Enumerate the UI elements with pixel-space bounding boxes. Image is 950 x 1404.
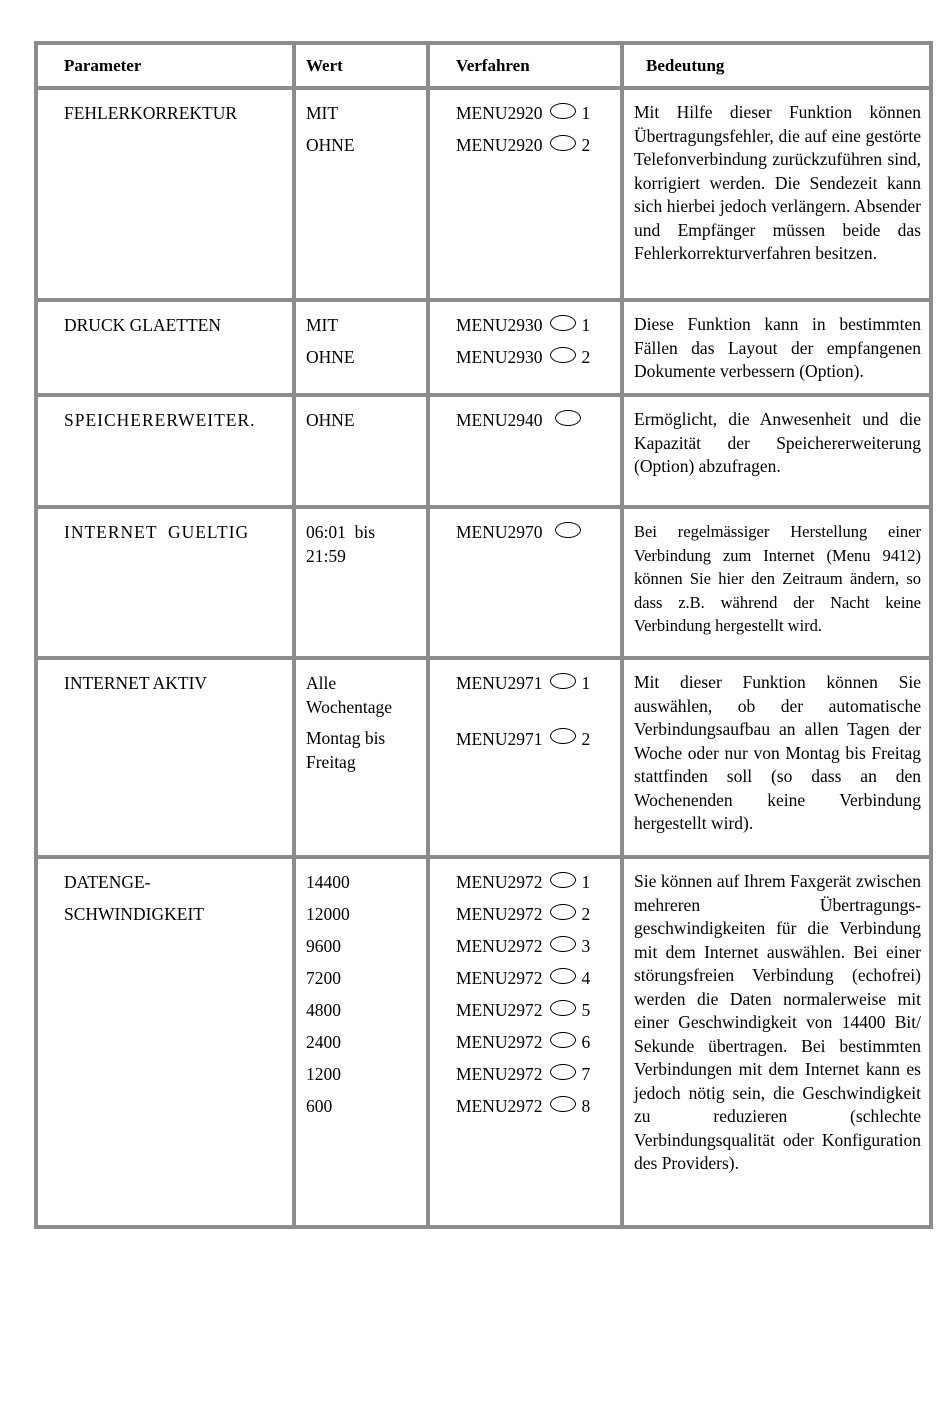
parameter-name: FEHLERKORREKTUR: [64, 103, 238, 123]
procedure-line: [456, 871, 614, 895]
value-item: 12000: [306, 904, 350, 924]
menu-code: MENU2971: [456, 728, 543, 749]
value-cell: [294, 857, 428, 1227]
menu-option: 2: [581, 904, 591, 924]
oval-key-icon: [550, 872, 576, 888]
procedure-line: [456, 967, 614, 991]
value-cell: [294, 88, 428, 300]
procedure-line: [456, 728, 614, 752]
value-item: Alle Wochentage: [306, 673, 393, 717]
procedure-cell: [428, 88, 622, 300]
procedure-cell: [428, 395, 622, 507]
menu-code: MENU2930: [456, 347, 543, 367]
menu-code: MENU2972: [456, 1032, 543, 1052]
header-bedeutung: Bedeutung: [622, 43, 931, 88]
procedure-line: [456, 102, 614, 126]
menu-code: MENU2972: [456, 1064, 543, 1084]
menu-code: MENU2971: [456, 673, 543, 693]
value-item: 06:01 bis 21:59: [306, 522, 380, 566]
value-item: Montag bis Freitag: [306, 728, 386, 772]
meaning-cell: Diese Funktion kann in bestimmten Fällen das Layout der empfangenen Dokumente verbessern (Option).: [622, 300, 931, 395]
parameter-name: SPEICHERERWEITER.: [64, 410, 256, 430]
meaning-cell: Ermöglicht, die Anwesenheit und die Kapazität der Speichererweiterung (Option) abzufragen.: [622, 395, 931, 507]
procedure-cell: [428, 300, 622, 395]
procedure-line: [456, 1031, 614, 1055]
oval-key-icon: [550, 1096, 576, 1112]
procedure-line: [456, 409, 614, 433]
value-item: OHNE: [306, 347, 355, 367]
meaning-cell: Mit dieser Funktion können Sie auswählen, ob der automatische Verbindungsaufbau an allen Tagen der Woche oder nur von Montag bis Freitag stattfinden soll (so dass an den Wochenenden keine Verbindung hergestellt wird).: [622, 658, 931, 857]
menu-code: MENU2972: [456, 1000, 543, 1020]
menu-option: 4: [581, 968, 591, 988]
menu-code: MENU2972: [456, 904, 543, 924]
menu-option: 2: [581, 135, 591, 155]
value-cell: [294, 507, 428, 658]
value-item: 14400: [306, 872, 350, 892]
menu-option: 1: [581, 103, 591, 123]
parameter-name: INTERNET AKTIV: [64, 673, 208, 693]
oval-key-icon: [550, 904, 576, 920]
parameter-name: INTERNET GUELTIG: [64, 522, 250, 542]
procedure-line: [456, 346, 614, 370]
menu-option: 1: [581, 673, 591, 693]
meaning-cell: Sie können auf Ihrem Faxgerät zwischen mehreren Übertragungs-geschwindigkeiten für die Verbindung mit dem Internet auswählen. Bei einer störungsfreien Verbindung (echofrei) werden die Daten normalerweise mit einer Geschwindigkeit von 14400 Bit/ Sekunde übertragen. Bei bestimmten Verbindungen mit dem Internet kann es jedoch nötig sein, die Geschwindigkeit zu reduzieren (schlechte Verbindungsqualität oder Konfiguration des Providers).: [622, 857, 931, 1227]
menu-code: MENU2972: [456, 1096, 543, 1116]
parameter-name: SCHWINDIGKEIT: [64, 904, 204, 924]
value-item: 2400: [306, 1032, 341, 1052]
value-item: OHNE: [306, 135, 355, 155]
oval-key-icon: [550, 347, 576, 363]
menu-option: 7: [581, 1064, 591, 1084]
parameter-cell: [36, 658, 294, 857]
oval-key-icon: [550, 315, 576, 331]
menu-code: MENU2972: [456, 872, 543, 892]
menu-code: MENU2930: [456, 315, 543, 335]
parameter-cell: [36, 88, 294, 300]
value-item: 600: [306, 1096, 333, 1116]
parameter-name: DATENGE-: [64, 872, 151, 892]
value-item: MIT: [306, 103, 339, 123]
table-row: [36, 857, 931, 1227]
procedure-line: [456, 672, 614, 696]
header-row: [36, 43, 931, 88]
meaning-cell: Mit Hilfe dieser Funktion können Übertragungsfehler, die auf eine gestörte Telefonverbindung zurückzuführen sind, korrigiert werden. Die Sendezeit kann sich hierbei jedoch verlängern. Absender und Empfänger müssen beide das Fehlerkorrekturverfahren besitzen.: [622, 88, 931, 300]
oval-key-icon: [550, 1000, 576, 1016]
table-row: [36, 658, 931, 857]
meaning-cell: Bei regelmässiger Herstellung einer Verbindung zum Internet (Menu 9412) können Sie hier den Zeitraum ändern, so dass z.B. während der Nacht keine Verbindung hergestellt wird.: [622, 507, 931, 658]
parameter-cell: [36, 857, 294, 1227]
procedure-line: [456, 1063, 614, 1087]
procedure-line: [456, 134, 614, 158]
table-row: [36, 507, 931, 658]
value-item: MIT: [306, 315, 339, 335]
menu-code: MENU2972: [456, 936, 543, 956]
parameter-name: DRUCK GLAETTEN: [64, 315, 221, 335]
table-row: [36, 300, 931, 395]
menu-option: 3: [581, 936, 591, 956]
header-wert: Wert: [294, 43, 428, 88]
menu-code: MENU2920: [456, 135, 543, 155]
menu-code: MENU2920: [456, 103, 543, 123]
parameter-cell: [36, 395, 294, 507]
procedure-line: [456, 903, 614, 927]
procedure-line: [456, 935, 614, 959]
oval-key-icon: [550, 936, 576, 952]
oval-key-icon: [550, 1064, 576, 1080]
oval-key-icon: [555, 410, 581, 426]
value-cell: [294, 300, 428, 395]
value-cell: [294, 395, 428, 507]
procedure-cell: [428, 857, 622, 1227]
menu-code: MENU2972: [456, 968, 543, 988]
oval-key-icon: [550, 103, 576, 119]
value-cell: [294, 658, 428, 857]
oval-key-icon: [550, 728, 576, 744]
oval-key-icon: [550, 968, 576, 984]
oval-key-icon: [550, 673, 576, 689]
menu-option: 5: [581, 1000, 591, 1020]
procedure-line: [456, 521, 614, 545]
parameter-table: [34, 41, 933, 1229]
table-row: [36, 88, 931, 300]
parameter-cell: [36, 300, 294, 395]
menu-code: MENU2970: [456, 522, 543, 542]
value-item: 7200: [306, 968, 341, 988]
value-item: 9600: [306, 936, 341, 956]
menu-code: MENU2940: [456, 410, 543, 430]
procedure-line: [456, 999, 614, 1023]
oval-key-icon: [555, 522, 581, 538]
menu-option: 6: [581, 1032, 591, 1052]
table-row: [36, 395, 931, 507]
value-item: OHNE: [306, 410, 355, 430]
parameter-cell: [36, 507, 294, 658]
procedure-line: [456, 1095, 614, 1119]
header-parameter: Parameter: [36, 43, 294, 88]
menu-option: 2: [581, 347, 591, 367]
procedure-line: [456, 314, 614, 338]
oval-key-icon: [550, 1032, 576, 1048]
menu-option: 1: [581, 872, 591, 892]
procedure-cell: [428, 507, 622, 658]
value-item: 4800: [306, 1000, 341, 1020]
oval-key-icon: [550, 135, 576, 151]
menu-option: 1: [581, 315, 591, 335]
value-item: 1200: [306, 1064, 341, 1084]
procedure-cell: [428, 658, 622, 857]
header-verfahren: Verfahren: [428, 43, 622, 88]
menu-option: 2: [581, 728, 591, 749]
menu-option: 8: [581, 1096, 591, 1116]
